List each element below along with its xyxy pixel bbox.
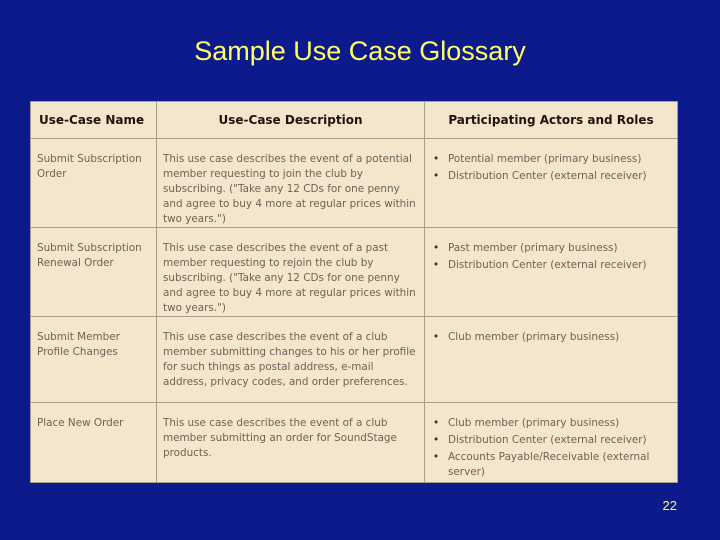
actors-list	[431, 152, 671, 184]
actors-list	[431, 416, 671, 480]
bullet-icon: •	[433, 434, 440, 446]
actor-item	[431, 152, 671, 167]
use-case-description-cell: This use case describes the event of a past member requesting to rejoin the club by subscribing. ("Take any 12 CDs for one penny and agree to buy 4 more at regular prices within two years.")	[157, 228, 425, 317]
actor-label: Past member (primary business)	[448, 242, 618, 254]
bullet-icon: •	[433, 242, 440, 254]
actor-label: Club member (primary business)	[448, 417, 620, 429]
use-case-name-cell: Submit Subscription Order	[31, 139, 157, 228]
use-case-glossary-table	[30, 101, 678, 483]
bullet-icon: •	[433, 259, 440, 271]
actor-item	[431, 433, 671, 448]
actor-label: Club member (primary business)	[448, 331, 620, 343]
use-case-description-cell: This use case describes the event of a potential member requesting to join the club by subscribing. ("Take any 12 CDs for one penny and agree to buy 4 more at regular prices within two years.")	[157, 139, 425, 228]
actors-cell	[425, 139, 678, 228]
actor-label: Accounts Payable/Receivable (external server)	[448, 451, 650, 478]
actor-label: Potential member (primary business)	[448, 153, 642, 165]
actor-item	[431, 258, 671, 273]
actor-item	[431, 330, 671, 345]
actors-cell	[425, 403, 678, 483]
actor-label: Distribution Center (external receiver)	[448, 170, 647, 182]
use-case-name-cell: Submit Subscription Renewal Order	[31, 228, 157, 317]
actors-list	[431, 330, 671, 345]
use-case-description-cell: This use case describes the event of a club member submitting an order for SoundStage products.	[157, 403, 425, 483]
bullet-icon: •	[433, 417, 440, 429]
header-use-case-name: Use-Case Name	[31, 102, 157, 139]
header-participating-actors: Participating Actors and Roles	[425, 102, 678, 139]
actors-cell	[425, 317, 678, 403]
page-number: 22	[662, 498, 677, 513]
actor-item	[431, 416, 671, 431]
actor-item	[431, 241, 671, 256]
slide-title: Sample Use Case Glossary	[194, 36, 526, 66]
table-row	[31, 403, 678, 483]
bullet-icon: •	[433, 451, 440, 463]
actor-item	[431, 450, 671, 480]
bullet-icon: •	[433, 170, 440, 182]
use-case-description-cell: This use case describes the event of a club member submitting changes to his or her profile for such things as postal address, e-mail address, privacy codes, and order preferences.	[157, 317, 425, 403]
actor-item	[431, 169, 671, 184]
table-row	[31, 228, 678, 317]
actor-label: Distribution Center (external receiver)	[448, 434, 647, 446]
header-use-case-description: Use-Case Description	[157, 102, 425, 139]
bullet-icon: •	[433, 153, 440, 165]
actor-label: Distribution Center (external receiver)	[448, 259, 647, 271]
actors-list	[431, 241, 671, 273]
actors-cell	[425, 228, 678, 317]
table-row	[31, 317, 678, 403]
use-case-name-cell: Submit Member Profile Changes	[31, 317, 157, 403]
bullet-icon: •	[433, 331, 440, 343]
table-header-row	[31, 102, 678, 139]
table-row	[31, 139, 678, 228]
use-case-name-cell: Place New Order	[31, 403, 157, 483]
